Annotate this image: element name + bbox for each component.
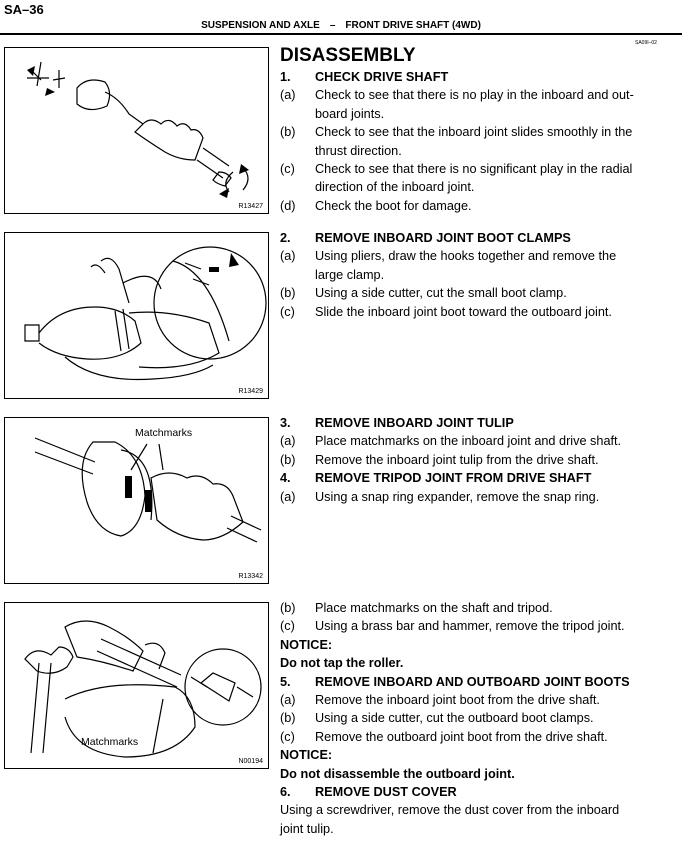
step-title: REMOVE DUST COVER [315, 785, 457, 800]
document-code: SA09I–02 [635, 40, 657, 46]
step-item [280, 123, 672, 141]
item-text: Using a snap ring expander, remove the snap ring. [315, 489, 600, 504]
header-rule [0, 33, 682, 35]
item-text: Remove the inboard joint tulip from the drive shaft. [315, 452, 599, 467]
figure-remove-boot-clamps [4, 232, 269, 399]
step-title: REMOVE TRIPOD JOINT FROM DRIVE SHAFT [315, 471, 592, 486]
step-title: CHECK DRIVE SHAFT [315, 70, 449, 84]
running-header [0, 20, 682, 31]
notice-label: NOTICE: [280, 748, 333, 763]
item-key: (a) [280, 434, 296, 449]
step-number: 5. [280, 674, 291, 689]
step-title: REMOVE INBOARD JOINT TULIP [315, 416, 514, 430]
page-number: SA–36 [4, 2, 44, 17]
figure-id: R13429 [238, 388, 263, 395]
item-key: (c) [280, 162, 295, 177]
section-step-2 [280, 229, 672, 321]
tulip-matchmark-illustration [5, 418, 268, 583]
matchmarks-label: Matchmarks [135, 427, 193, 439]
step-item [280, 432, 672, 450]
page-title: DISASSEMBLY [280, 45, 416, 66]
item-text: Check to see that the inboard joint slides smoothly in the [315, 125, 633, 140]
notice-text: Do not disassemble the outboard joint. [280, 766, 515, 781]
item-key: (b) [280, 711, 296, 726]
item-text: Using a side cutter, cut the outboard boot clamps. [315, 711, 594, 726]
item-text: Remove the outboard joint boot from the drive shaft. [315, 729, 608, 744]
step-item [280, 451, 672, 469]
notice-label: NOTICE: [280, 637, 333, 652]
item-text: Check the boot for damage. [315, 198, 472, 213]
figure-remove-tulip [4, 417, 269, 584]
item-text-cont: board joints. [315, 106, 385, 121]
item-text: Check to see that there is no play in the inboard and out- [315, 88, 634, 103]
step-number: 2. [280, 231, 291, 245]
figure-remove-tripod [4, 602, 269, 769]
step-number: 1. [280, 70, 291, 84]
item-text-cont: thrust direction. [315, 143, 402, 158]
matchmarks-label: Matchmarks [81, 736, 139, 748]
item-key: (a) [280, 693, 296, 708]
step-heading [280, 229, 672, 247]
step-item [280, 488, 672, 506]
step-text: Using a screwdriver, remove the dust cover from the inboard [280, 803, 620, 818]
figure-id: R13427 [238, 203, 263, 210]
item-text: Using a side cutter, cut the small boot clamp. [315, 286, 567, 301]
step-item [280, 303, 672, 321]
step-heading [280, 783, 672, 801]
step-item [280, 284, 672, 302]
step-item [280, 247, 672, 265]
item-text: Check to see that there is no significant play in the radial [315, 162, 633, 177]
step-item [280, 691, 672, 709]
step-item [280, 160, 672, 178]
item-text: Slide the inboard joint boot toward the outboard joint. [315, 304, 612, 319]
step-title: REMOVE INBOARD JOINT BOOT CLAMPS [315, 231, 571, 245]
step-number: 4. [280, 471, 291, 486]
item-text-cont: large clamp. [315, 267, 385, 282]
section-step-3-4 [280, 414, 672, 506]
item-key: (b) [280, 286, 296, 301]
section-name: SUSPENSION AND AXLE [201, 20, 320, 31]
item-key: (d) [280, 198, 296, 213]
section-step-4-cont [280, 599, 672, 838]
step-heading [280, 68, 672, 86]
step-item [280, 709, 672, 727]
figure-id: N00194 [238, 758, 263, 765]
step-heading [280, 469, 672, 487]
item-key: (a) [280, 88, 296, 103]
item-key: (a) [280, 249, 296, 264]
item-text: Remove the inboard joint boot from the drive shaft. [315, 693, 600, 708]
pliers-clamp-illustration [5, 233, 268, 398]
step-item [280, 197, 672, 215]
figure-check-drive-shaft [4, 47, 269, 214]
drive-shaft-illustration [5, 48, 268, 213]
item-text-cont: direction of the inboard joint. [315, 180, 475, 195]
notice-text: Do not tap the roller. [280, 656, 404, 671]
item-key: (b) [280, 452, 296, 467]
step-heading [280, 414, 672, 432]
subsection-name: FRONT DRIVE SHAFT (4WD) [345, 20, 481, 31]
step-number: 6. [280, 785, 291, 800]
step-number: 3. [280, 416, 291, 430]
item-text: Using a brass bar and hammer, remove the tripod joint. [315, 619, 625, 634]
step-item [280, 728, 672, 746]
item-key: (c) [280, 619, 295, 634]
item-key: (c) [280, 729, 295, 744]
step-item [280, 617, 672, 635]
step-text-cont: joint tulip. [280, 821, 334, 836]
step-heading [280, 673, 672, 691]
step-item [280, 599, 672, 617]
step-item [280, 86, 672, 104]
item-key: (b) [280, 125, 296, 140]
item-text: Place matchmarks on the inboard joint and drive shaft. [315, 434, 622, 449]
item-text: Using pliers, draw the hooks together and remove the [315, 249, 617, 264]
step-title: REMOVE INBOARD AND OUTBOARD JOINT BOOTS [315, 674, 630, 689]
section-disassembly [280, 44, 672, 215]
item-key: (b) [280, 601, 296, 615]
header-separator: – [329, 20, 336, 31]
item-key: (c) [280, 304, 295, 319]
figure-id: R13342 [238, 573, 263, 580]
item-text: Place matchmarks on the shaft and tripod. [315, 601, 553, 615]
item-key: (a) [280, 489, 296, 504]
